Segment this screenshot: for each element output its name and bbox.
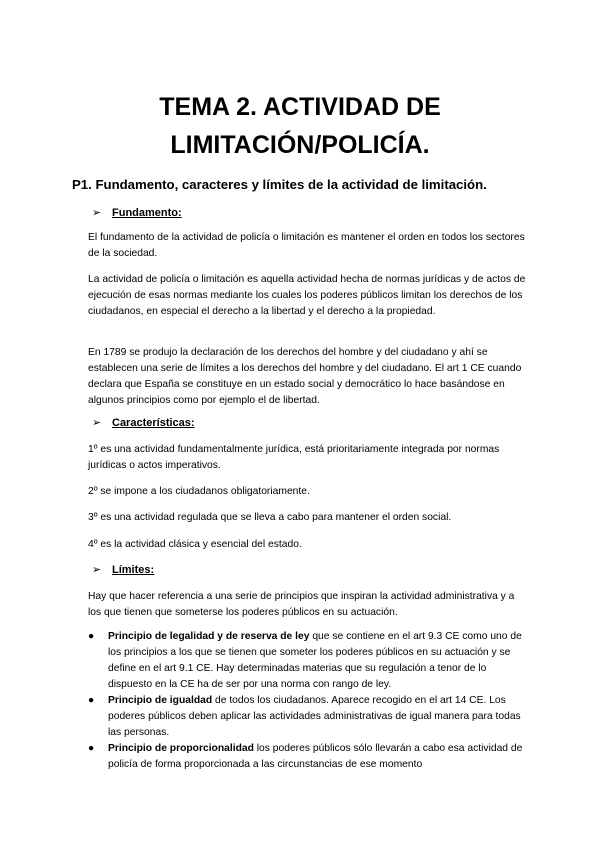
- list-item: [88, 629, 528, 693]
- section-heading-p1: P1. Fundamento, caracteres y límites de la actividad de limitación.: [72, 177, 487, 192]
- principle-text: de todos los ciudadanos. Aparece recogido en el art 14 CE. Los poderes públicos deben aplicar las actividades administrativas de igual manera para todas las personas.: [108, 695, 521, 738]
- bullet-dot-icon: ●: [88, 743, 95, 754]
- subsection-label: Límites:: [112, 564, 155, 576]
- arrow-bullet-icon: ➢: [92, 207, 102, 219]
- subsection-caracteristicas: [92, 416, 195, 431]
- title-line-1: TEMA 2. ACTIVIDAD DE: [159, 93, 441, 121]
- subsection-fundamento: [92, 206, 182, 221]
- principle-name: Principio de igualdad: [108, 695, 213, 706]
- principle-name: Principio de proporcionalidad: [108, 743, 254, 754]
- paragraph: En 1789 se produjo la declaración de los derechos del hombre y del ciudadano y ahí se establecen una serie de límites a los derechos del hombre y del ciudadano. El art 1 CE cuando declara que España se constituye en un estado social y democrático lo hace basándose en algunos principios como por ejemplo el de libertad.: [88, 347, 522, 406]
- paragraph: 1º es una actividad fundamentalmente jurídica, está prioritariamente integrada por normas jurídicas o actos imperativos.: [88, 444, 500, 471]
- arrow-bullet-icon: ➢: [92, 417, 102, 429]
- principle-text: los poderes públicos sólo llevarán a cabo esa actividad de policía de forma proporcionada a las circunstancias de ese momento: [108, 743, 523, 770]
- principles-list: [88, 629, 528, 773]
- paragraph: 4º es la actividad clásica y esencial del estado.: [88, 539, 302, 550]
- bullet-dot-icon: ●: [88, 631, 95, 642]
- subsection-label: Fundamento:: [112, 207, 182, 219]
- subsection-limites: [92, 563, 154, 578]
- document-title: [0, 88, 600, 164]
- paragraph: 3º es una actividad regulada que se lleva a cabo para mantener el orden social.: [88, 512, 452, 523]
- paragraph: La actividad de policía o limitación es aquella actividad hecha de normas jurídicas y de actos de ejecución de esas normas mediante los cuales los poderes públicos limitan los derechos de los ciudadanos, en especial el derecho a la libertad y el derecho a la propiedad.: [88, 274, 526, 317]
- paragraph: Hay que hacer referencia a una serie de principios que inspiran la actividad administrativa y a los que tienen que someterse los poderes públicos en su actuación.: [88, 591, 515, 618]
- subsection-label: Características:: [112, 417, 195, 429]
- principle-text: que se contiene en el art 9.3 CE como uno de los principios a los que se tienen que someter los poderes públicos en su actuación y se define en el art 9.1 CE. Hay determinadas materias que su regulación a tenor de lo dispuesto en la CE ha de ser por una norma con rango de ley.: [108, 631, 522, 690]
- arrow-bullet-icon: ➢: [92, 564, 102, 576]
- list-item: [88, 741, 528, 773]
- paragraph: El fundamento de la actividad de policía o limitación es mantener el orden en todos los sectores de la sociedad.: [88, 232, 525, 259]
- principle-name: Principio de legalidad y de reserva de ley: [108, 631, 310, 642]
- title-line-2: LIMITACIÓN/POLICÍA.: [170, 131, 430, 159]
- list-item: [88, 693, 528, 741]
- paragraph: 2º se impone a los ciudadanos obligatoriamente.: [88, 486, 310, 497]
- bullet-dot-icon: ●: [88, 695, 95, 706]
